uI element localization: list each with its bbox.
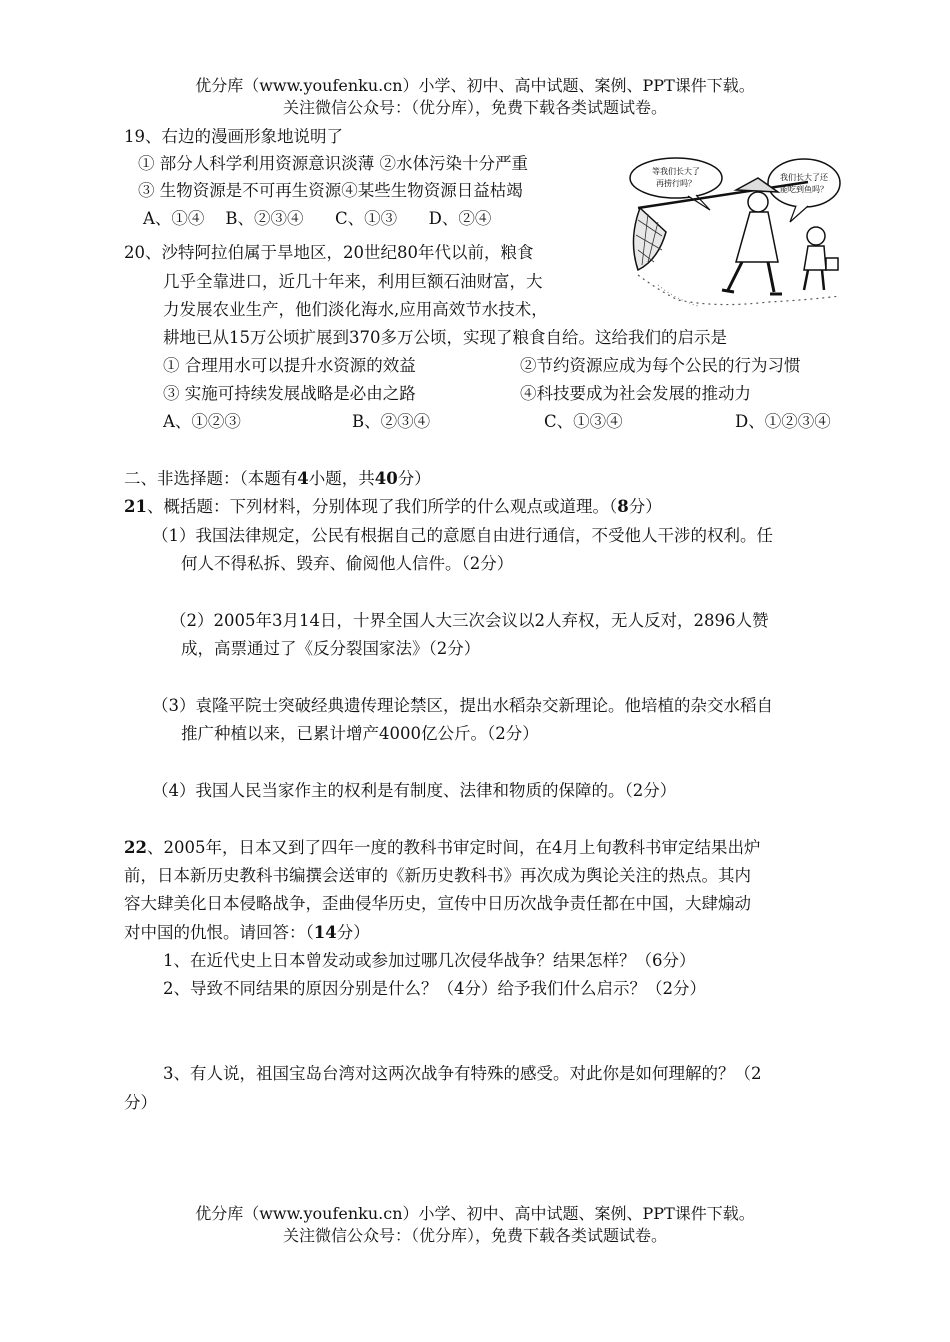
q22-line-3: 容大肆美化日本侵略战争，歪曲侵华历史，宣传中日历次战争责任都在中国，大肆煽动	[124, 894, 751, 913]
q20-line-3: 力发展农业生产，他们淡化海水,应用高效节水技术，	[163, 300, 548, 319]
bubble-left-line-1: 等我们长大了	[652, 167, 700, 176]
q20-line-2: 几乎全靠进口，近几十年来，利用巨额石油财富，大	[163, 272, 543, 291]
q20-line-1: 20、沙特阿拉伯属于旱地区，20世纪80年代以前，粮食	[124, 243, 534, 262]
q20-option-2: ②节约资源应成为每个公民的行为习惯	[520, 356, 801, 375]
q20-choice-c: C、①③④	[544, 412, 623, 431]
q22-line-2: 前，日本新历史教科书编撰会送审的《新历史教科书》再次成为舆论关注的热点。其内	[124, 866, 751, 885]
q21-item-3-line-1: （3）袁隆平院士突破经典遗传理论禁区，提出水稻杂交新理论。他培植的杂交水稻自	[152, 696, 773, 715]
q21-item-2-line-1: （2）2005年3月14日，十界全国人大三次会议以2人弃权，无人反对，2896人赞	[170, 611, 769, 630]
q22-line-1: 22、2005年，日本又到了四年一度的教科书审定时间，在4月上旬教科书审定结果出炉	[124, 838, 761, 857]
q21-item-2-line-2: 成，高票通过了《反分裂国家法》（2分）	[181, 639, 481, 658]
q20-option-4: ④科技要成为社会发展的推动力	[520, 384, 751, 403]
child-figure	[804, 246, 826, 270]
q20-choice-a: A、①②③	[163, 412, 241, 431]
header-line-1: 优分库（www.youfenku.cn）小学、初中、高中试题、案例、PPT课件下载。	[195, 76, 755, 95]
q22-sub-3-line-1: 3、有人说，祖国宝岛台湾对这两次战争有特殊的感受。对此你是如何理解的？（2	[163, 1064, 762, 1083]
q19-options-line-2: ③ 生物资源是不可再生资源④某些生物资源日益枯竭	[138, 181, 523, 200]
bubble-left-line-2: 再捞行吗？	[656, 179, 696, 188]
bubble-right-line-2: 能吃到鱼吗？	[780, 185, 828, 194]
fishing-net-icon	[633, 208, 666, 270]
q20-line-4: 耕地已从15万公顷扩展到370多万公顷，实现了粮食自给。这给我们的启示是	[163, 328, 727, 347]
header-line-2: 关注微信公众号：（优分库），免费下载各类试题试卷。	[282, 98, 667, 117]
q21-item-3-line-2: 推广种植以来，已累计增产4000亿公斤。（2分）	[181, 724, 539, 743]
q19-choices: A、①④ B、②③④ C、①③ D、②④	[143, 209, 492, 228]
q21-item-1-line-1: （1）我国法律规定，公民有根据自己的意愿自由进行通信，不受他人干涉的权利。任	[152, 526, 773, 545]
section-2-title: 二、非选择题：（本题有4小题，共40分）	[124, 469, 431, 488]
q20-choice-d: D、①②③④	[735, 412, 831, 431]
q22-line-4: 对中国的仇恨。请回答：（14分）	[124, 923, 370, 942]
fishing-cartoon	[618, 150, 843, 310]
q20-option-1: ① 合理用水可以提升水资源的效益	[163, 356, 416, 375]
q21-item-4: （4）我国人民当家作主的权利是有制度、法律和物质的保障的。（2分）	[152, 781, 677, 800]
q20-option-3: ③ 实施可持续发展战略是必由之路	[163, 384, 416, 403]
bucket-icon	[826, 258, 838, 270]
speech-bubble-left	[630, 158, 722, 198]
q19-stem: 19、右边的漫画形象地说明了	[124, 127, 343, 146]
q22-sub-2: 2、导致不同结果的原因分别是什么？（4分）给予我们什么启示？（2分）	[163, 979, 706, 998]
footer-line-1: 优分库（www.youfenku.cn）小学、初中、高中试题、案例、PPT课件下载。	[195, 1204, 755, 1223]
q22-sub-3-line-2: 分）	[124, 1093, 157, 1112]
q22-sub-1: 1、在近代史上日本曾发动或参加过哪几次侵华战争？结果怎样？（6分）	[163, 951, 696, 970]
footer-line-2: 关注微信公众号：（优分库），免费下载各类试题试卷。	[282, 1226, 667, 1245]
q19-options-line-1: ① 部分人科学利用资源意识淡薄 ②水体污染十分严重	[138, 154, 528, 173]
q21-stem: 21、概括题：下列材料，分别体现了我们所学的什么观点或道理。（8分）	[124, 497, 662, 516]
q21-item-1-line-2: 何人不得私拆、毁弃、偷阅他人信件。（2分）	[181, 554, 514, 573]
q20-choice-b: B、②③④	[352, 412, 431, 431]
bubble-right-line-1: 我们长大了还	[780, 173, 828, 182]
adult-figure	[736, 212, 778, 262]
